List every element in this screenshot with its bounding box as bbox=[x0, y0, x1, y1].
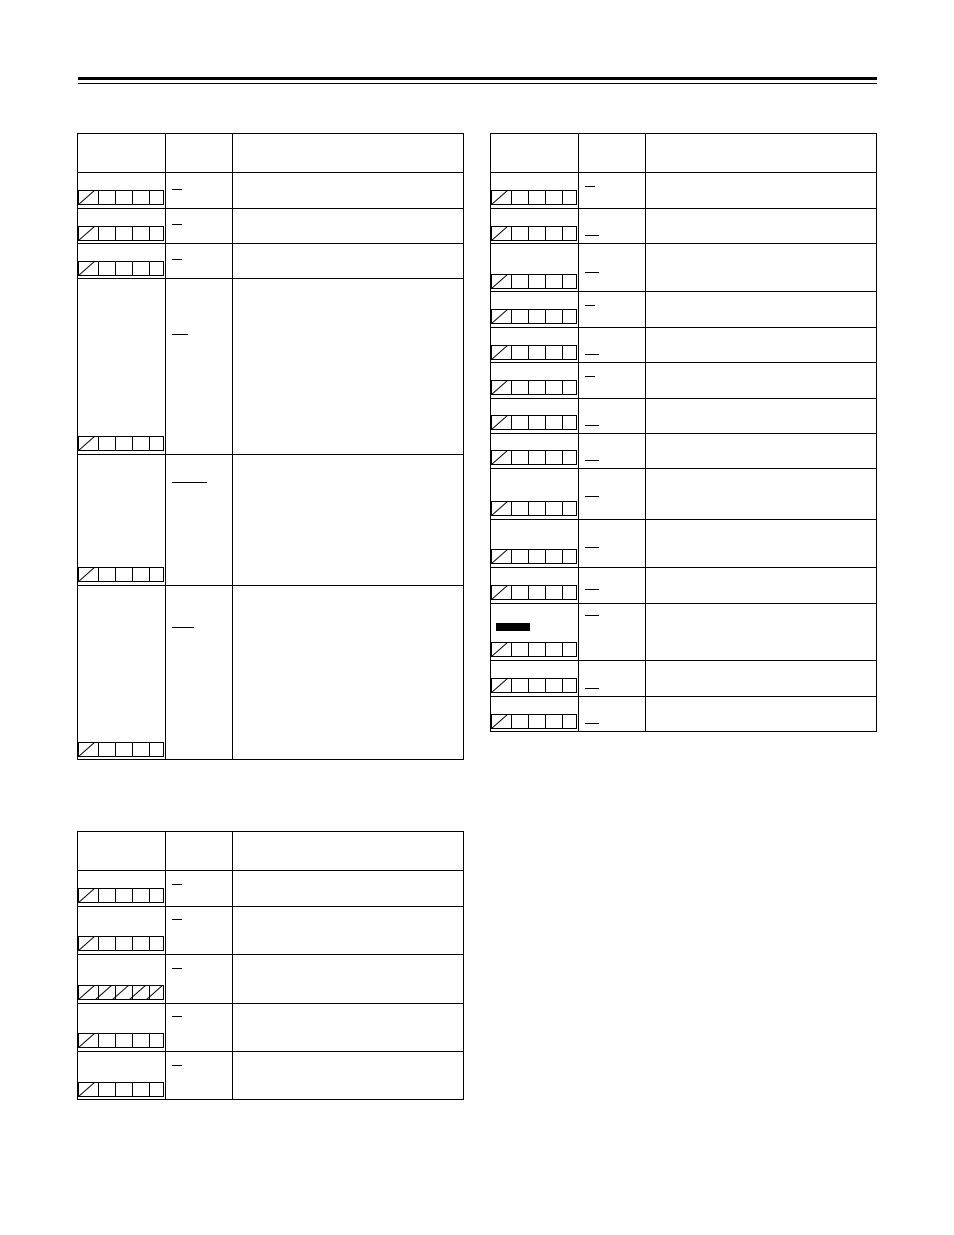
setting-strip bbox=[78, 567, 164, 582]
setting-strip bbox=[491, 415, 577, 430]
header-row-divider bbox=[78, 870, 463, 871]
setting-strip bbox=[78, 936, 164, 951]
row-divider bbox=[491, 327, 876, 328]
row-divider bbox=[491, 243, 876, 244]
row-divider bbox=[78, 454, 463, 455]
row-divider bbox=[491, 603, 876, 604]
column-divider bbox=[232, 134, 233, 759]
row-divider bbox=[491, 291, 876, 292]
setting-strip bbox=[491, 226, 577, 241]
value-underline bbox=[172, 224, 182, 225]
setting-strip bbox=[78, 226, 164, 241]
table-bottom-left bbox=[77, 831, 464, 1100]
setting-strip-all-slashed bbox=[78, 985, 164, 1000]
row-divider bbox=[78, 208, 463, 209]
value-underline bbox=[172, 919, 182, 920]
value-underline bbox=[585, 354, 599, 355]
value-underline bbox=[172, 189, 182, 190]
setting-strip bbox=[491, 309, 577, 324]
value-underline bbox=[172, 1016, 182, 1017]
setting-strip bbox=[491, 380, 577, 395]
value-underline bbox=[172, 627, 194, 628]
setting-strip bbox=[78, 742, 164, 757]
value-underline bbox=[585, 615, 599, 616]
value-underline bbox=[172, 884, 182, 885]
column-divider bbox=[232, 832, 233, 1099]
row-divider bbox=[491, 567, 876, 568]
value-underline bbox=[172, 968, 182, 969]
row-divider bbox=[78, 906, 463, 907]
value-underline bbox=[585, 547, 599, 548]
table-top-left bbox=[77, 133, 464, 760]
header-rule-thin bbox=[78, 83, 877, 84]
row-divider bbox=[491, 696, 876, 697]
row-divider bbox=[491, 362, 876, 363]
value-underline bbox=[585, 235, 599, 236]
value-underline bbox=[172, 482, 207, 483]
setting-strip bbox=[491, 501, 577, 516]
header-row-divider bbox=[78, 172, 463, 173]
setting-strip bbox=[491, 190, 577, 205]
row-divider bbox=[78, 1003, 463, 1004]
table-right bbox=[490, 133, 877, 732]
value-underline bbox=[585, 425, 599, 426]
row-divider bbox=[78, 585, 463, 586]
row-divider bbox=[78, 278, 463, 279]
header-rule-thick bbox=[78, 77, 877, 80]
value-underline bbox=[585, 496, 599, 497]
value-underline bbox=[172, 1065, 182, 1066]
row-divider bbox=[491, 433, 876, 434]
setting-strip bbox=[491, 678, 577, 693]
setting-strip bbox=[78, 1033, 164, 1048]
setting-strip bbox=[78, 190, 164, 205]
black-bar-mark bbox=[496, 623, 530, 631]
setting-strip bbox=[78, 261, 164, 276]
setting-strip bbox=[491, 714, 577, 729]
row-divider bbox=[491, 208, 876, 209]
header-row-divider bbox=[491, 172, 876, 173]
value-underline bbox=[585, 272, 599, 273]
setting-strip bbox=[491, 345, 577, 360]
setting-strip bbox=[491, 642, 577, 657]
row-divider bbox=[491, 660, 876, 661]
value-underline bbox=[585, 305, 595, 306]
value-underline bbox=[585, 723, 599, 724]
row-divider bbox=[491, 398, 876, 399]
setting-strip bbox=[78, 888, 164, 903]
row-divider bbox=[78, 954, 463, 955]
setting-strip bbox=[78, 1082, 164, 1097]
row-divider bbox=[491, 519, 876, 520]
value-underline bbox=[585, 688, 599, 689]
column-divider bbox=[165, 832, 166, 1099]
setting-strip bbox=[491, 274, 577, 289]
row-divider bbox=[491, 468, 876, 469]
row-divider bbox=[78, 243, 463, 244]
value-underline bbox=[172, 259, 182, 260]
value-underline bbox=[585, 376, 595, 377]
column-divider bbox=[165, 134, 166, 759]
setting-strip bbox=[491, 549, 577, 564]
value-underline bbox=[585, 589, 599, 590]
setting-strip bbox=[78, 436, 164, 451]
value-underline bbox=[585, 186, 595, 187]
value-underline bbox=[172, 334, 188, 335]
row-divider bbox=[78, 1051, 463, 1052]
setting-strip bbox=[491, 450, 577, 465]
setting-strip bbox=[491, 585, 577, 600]
value-underline bbox=[585, 460, 599, 461]
